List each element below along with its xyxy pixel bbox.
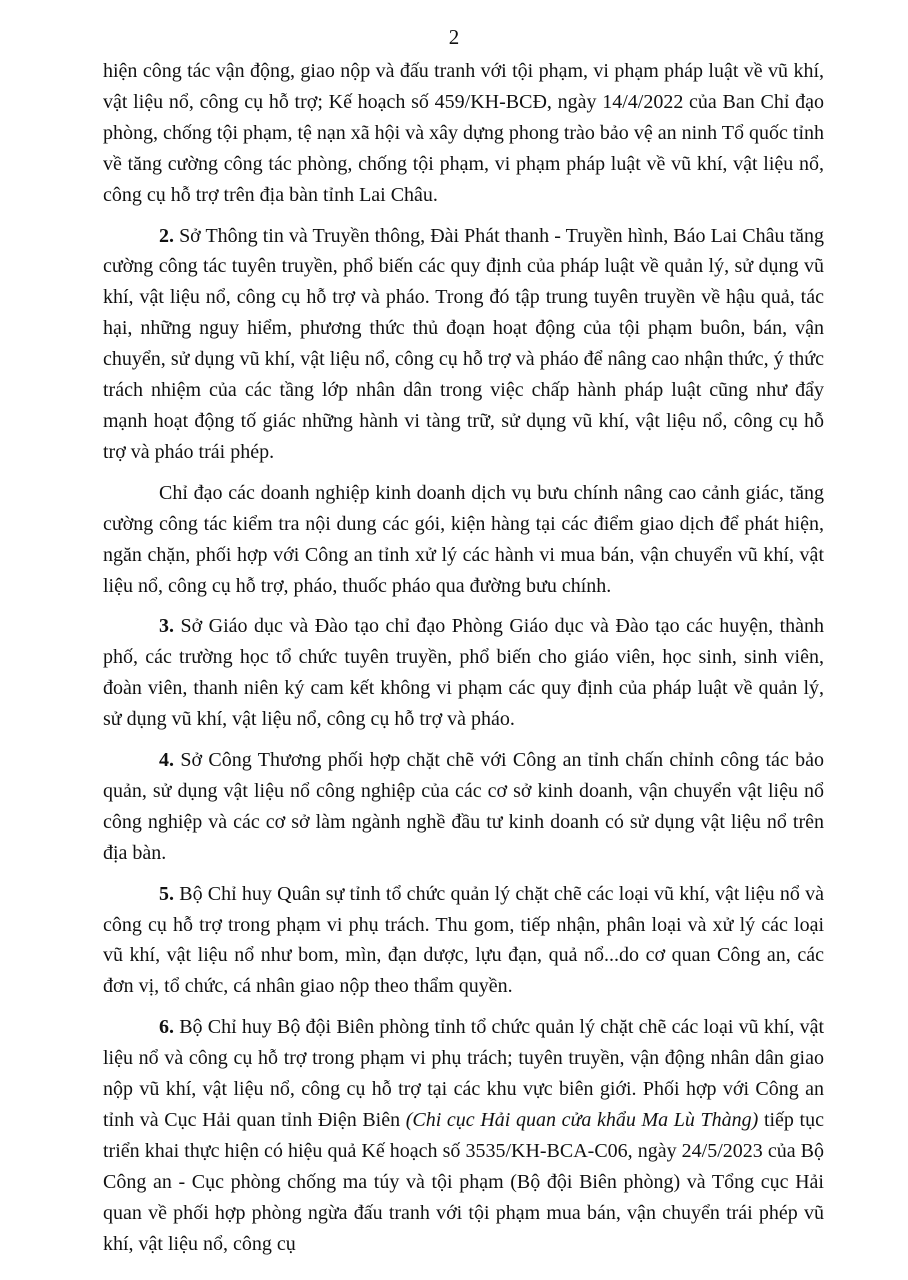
document-body [103, 56, 824, 1270]
paragraph-text: hiện công tác vận động, giao nộp và đấu tranh với tội phạm, vi phạm pháp luật về vũ khí, vật liệu nổ, công cụ hỗ trợ; Kế hoạch số 459/KH-BCĐ, ngày 14/4/2022 của Ban Chỉ đạo phòng, chống tội phạm, tệ nạn xã hội và xây dựng phong trào bảo vệ an ninh Tổ quốc tỉnh về tăng cường công tác phòng, chống tội phạm, vi phạm pháp luật về vũ khí, vật liệu nổ, công cụ hỗ trợ trên địa bàn tỉnh Lai Châu. [103, 60, 824, 206]
item-number: 6. [159, 1016, 174, 1039]
paragraph-item-2-sub [103, 478, 824, 602]
paragraph-continued [103, 56, 824, 211]
paragraph-text: Bộ Chỉ huy Quân sự tỉnh tổ chức quản lý chặt chẽ các loại vũ khí, vật liệu nổ và công cụ hỗ trợ trong phạm vi phụ trách. Thu gom, tiếp nhận, phân loại và xử lý các loại vũ khí, vật liệu nổ như bom, mìn, đạn dược, lựu đạn, quả nổ...do cơ quan Công an, các đơn vị, tổ chức, cá nhân giao nộp theo thẩm quyền. [103, 882, 825, 998]
item-number: 3. [159, 615, 174, 638]
item-number: 2. [159, 224, 174, 247]
paragraph-item-3 [103, 611, 824, 735]
paragraph-item-2 [103, 221, 824, 468]
item-number: 4. [159, 749, 174, 772]
paragraph-text: Sở Thông tin và Truyền thông, Đài Phát thanh - Truyền hình, Báo Lai Châu tăng cường công tác tuyên truyền, phổ biến các quy định của pháp luật về quản lý, sử dụng vũ khí, vật liệu nổ, công cụ hỗ trợ và pháo. Trong đó tập trung tuyên truyền về hậu quả, tác hại, những nguy hiểm, phương thức thủ đoạn hoạt động của tội phạm buôn, bán, vận chuyển, sử dụng vũ khí, vật liệu nổ, công cụ hỗ trợ và pháo để nâng cao nhận thức, ý thức trách nhiệm của các tầng lớp nhân dân trong việc chấp hành pháp luật cũng như đẩy mạnh hoạt động tố giác những hành vi tàng trữ, sử dụng vũ khí, vật liệu nổ, công cụ hỗ trợ và pháo trái phép. [103, 224, 824, 463]
paragraph-item-5 [103, 879, 824, 1003]
paragraph-text: Sở Giáo dục và Đào tạo chỉ đạo Phòng Giáo dục và Đào tạo các huyện, thành phố, các trường học tổ chức tuyên truyền, phổ biến cho giáo viên, học sinh, sinh viên, đoàn viên, thanh niên ký cam kết không vi phạm các quy định của pháp luật về quản lý, sử dụng vũ khí, vật liệu nổ, công cụ hỗ trợ và pháo. [103, 615, 825, 731]
page-number: 2 [448, 25, 460, 49]
paragraph-italic-note: (Chi cục Hải quan cửa khẩu Ma Lù Thàng) [405, 1109, 759, 1131]
paragraph-item-6 [103, 1012, 824, 1259]
paragraph-text: Sở Công Thương phối hợp chặt chẽ với Công an tỉnh chấn chỉnh công tác bảo quản, sử dụng vật liệu nổ công nghiệp của các cơ sở kinh doanh, vận chuyển vật liệu nổ công nghiệp và các cơ sở làm ngành nghề đầu tư kinh doanh có sử dụng vật liệu nổ trên địa bàn. [103, 749, 825, 864]
paragraph-text-after: tiếp tục triển khai thực hiện có hiệu quả Kế hoạch số 3535/KH-BCA-C06, ngày 24/5/2023 của Bộ Công an - Cục phòng chống ma túy và tội phạm (Bộ đội Biên phòng) và Tổng cục Hải quan về phối hợp phòng ngừa đấu tranh với tội phạm mua bán, vận chuyển trái phép vũ khí, vật liệu nổ, công cụ [103, 1109, 824, 1255]
paragraph-text-before: Bộ Chỉ huy Bộ đội Biên phòng tỉnh tổ chức quản lý chặt chẽ các loại vũ khí, vật liệu nổ và công cụ hỗ trợ trong phạm vi phụ trách; tuyên truyền, vận động nhân dân giao nộp vũ khí, vật liệu nổ, công cụ hỗ trợ tại các khu vực biên giới. Phối hợp với Công an tỉnh và Cục Hải quan tỉnh Điện Biên [103, 1016, 825, 1131]
item-number: 5. [159, 882, 174, 905]
paragraph-item-4 [103, 745, 824, 869]
paragraph-text: Chỉ đạo các doanh nghiệp kinh doanh dịch vụ bưu chính nâng cao cảnh giác, tăng cường công tác kiểm tra nội dung các gói, kiện hàng tại các điểm giao dịch để phát hiện, ngăn chặn, phối hợp với Công an tỉnh xử lý các hành vi mua bán, vận chuyển vũ khí, vật liệu nổ, công cụ hỗ trợ, pháo, thuốc pháo qua đường bưu chính. [103, 481, 824, 597]
